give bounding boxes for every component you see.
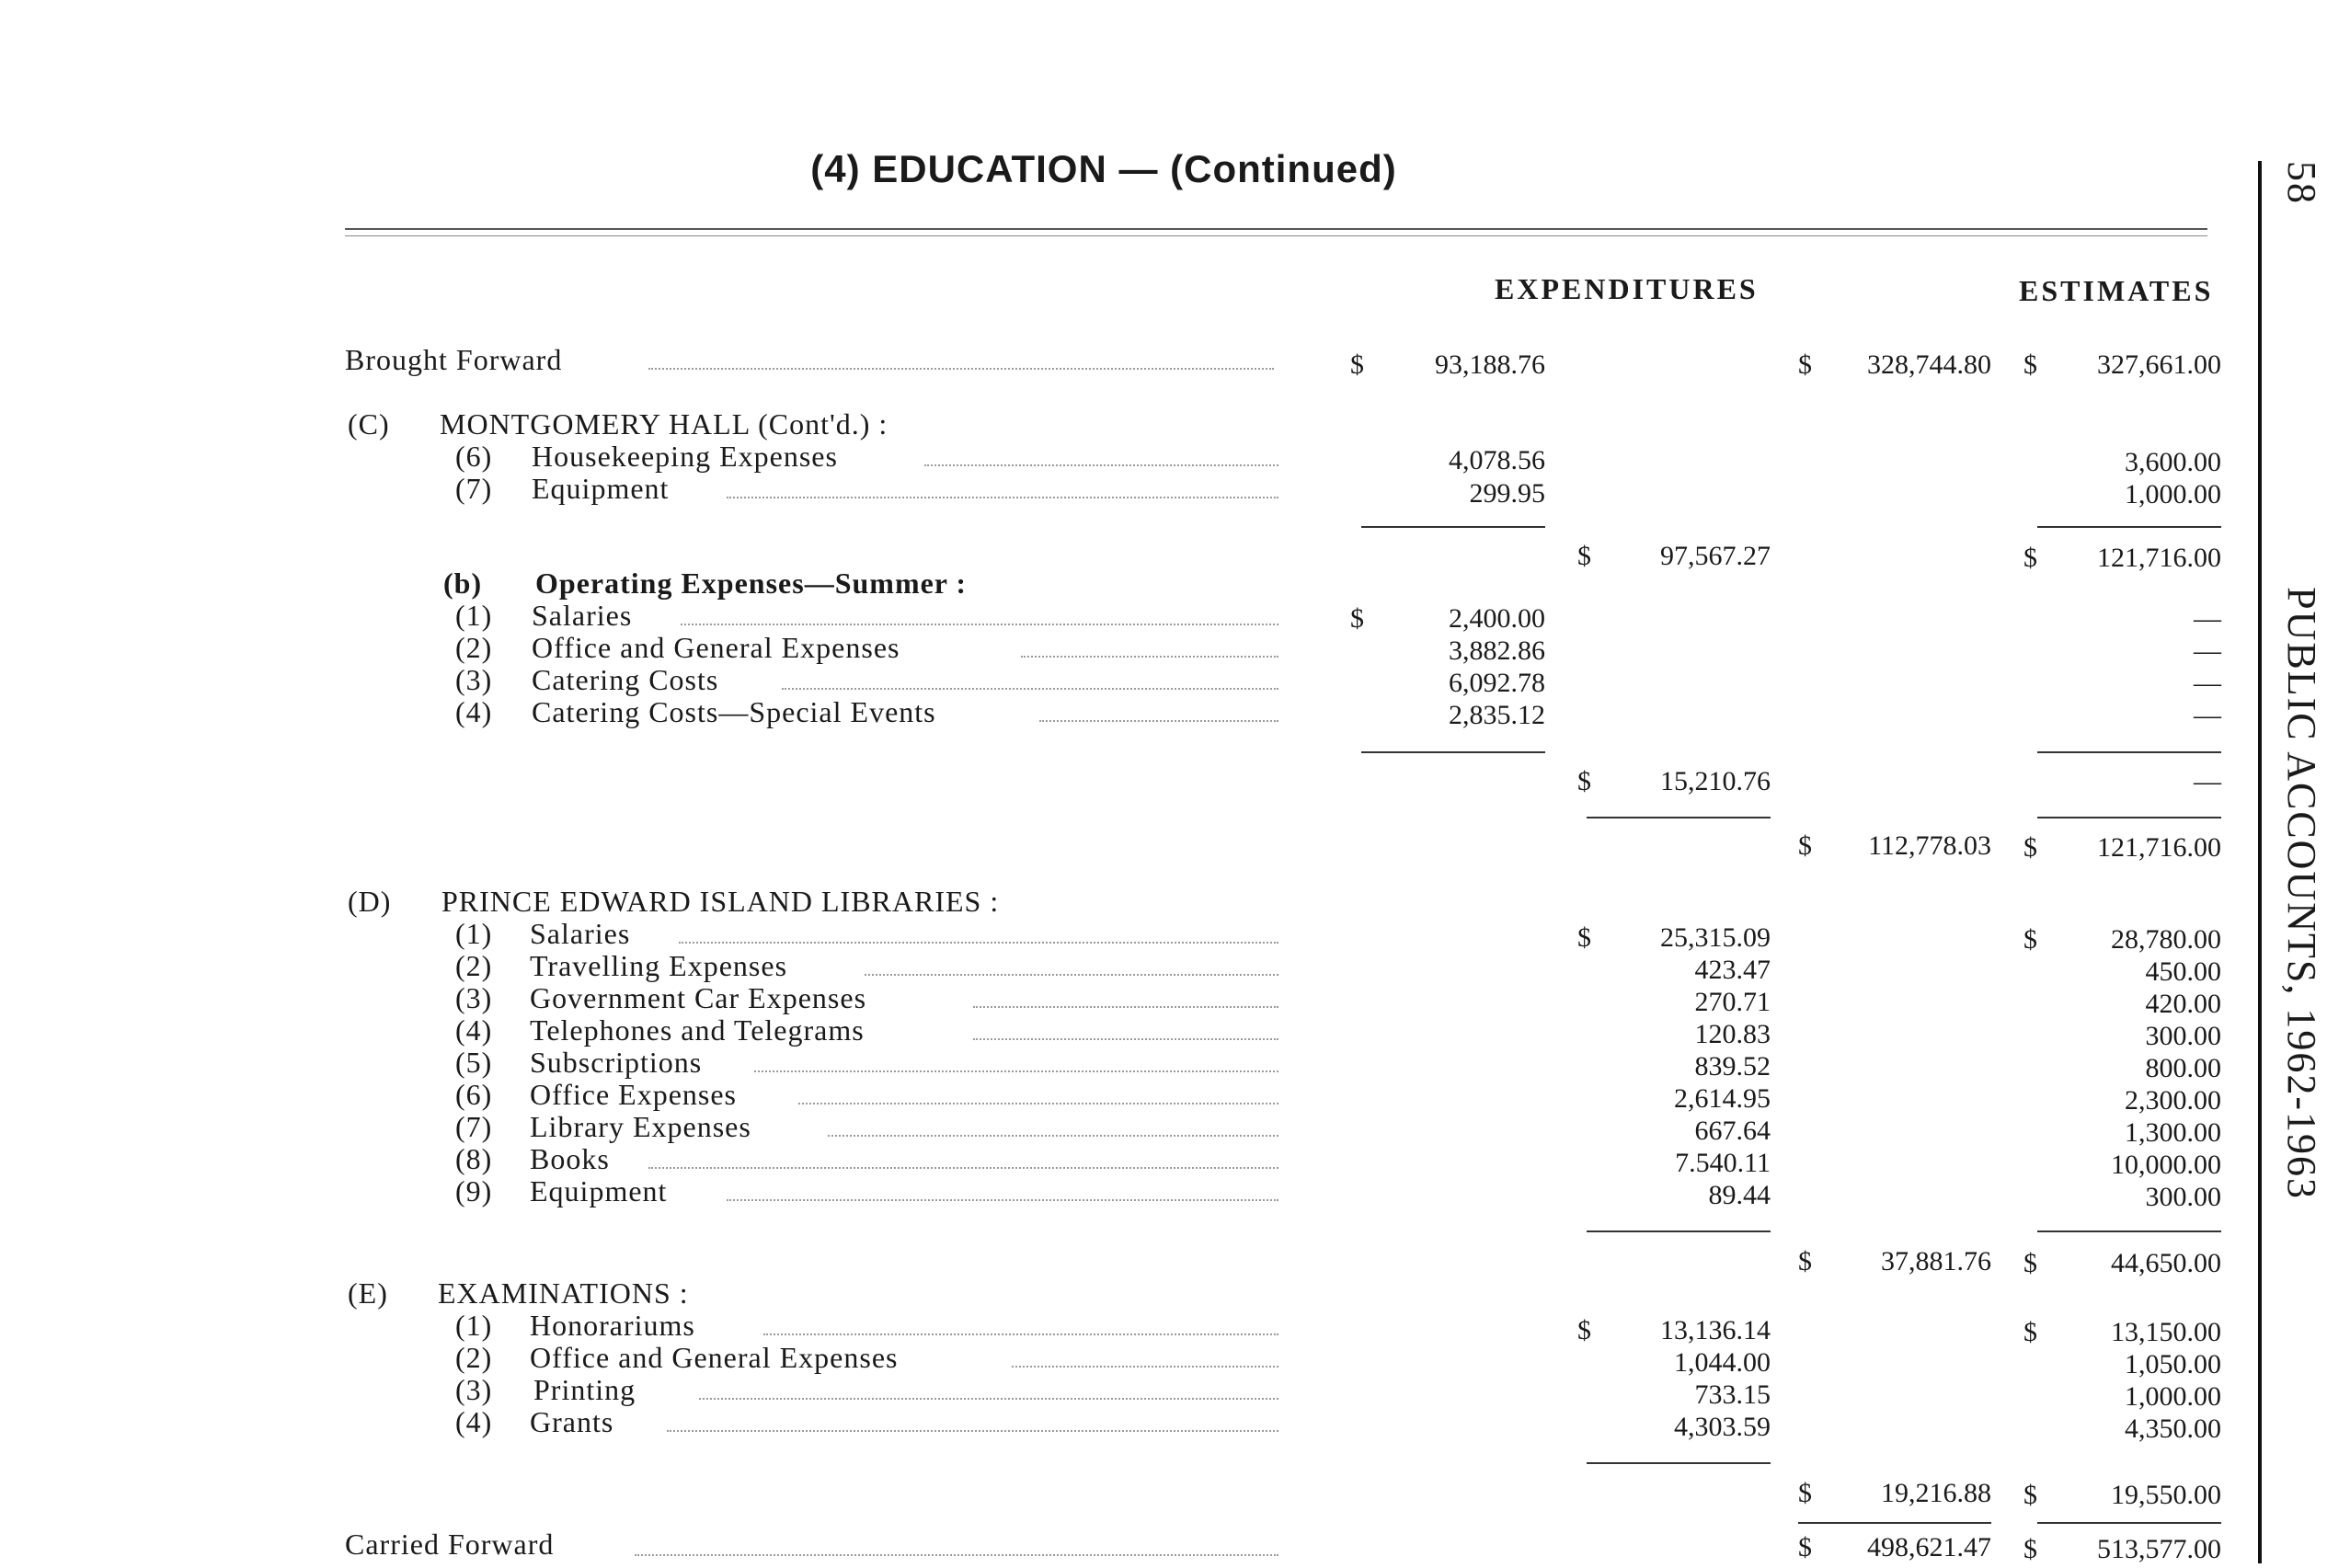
expenditure-value: 1,044.00: [1674, 1347, 1771, 1378]
item-label: Catering Costs: [532, 663, 719, 696]
dot-leader: [667, 1430, 1278, 1432]
currency-sign: $: [2023, 924, 2037, 955]
currency-sign: $: [1798, 830, 1812, 861]
estimate-value: 1,000.00: [2125, 1381, 2221, 1412]
subsection-title: Operating Expenses—Summer :: [535, 567, 968, 600]
item-number: (2): [455, 1341, 493, 1374]
currency-sign: $: [1798, 349, 1812, 380]
estimate-value: 1,300.00: [2125, 1117, 2221, 1148]
currency-sign: $: [2023, 1480, 2037, 1510]
expenditure-value: 423.47: [1694, 955, 1771, 985]
dot-leader: [699, 1398, 1278, 1400]
item-label: Equipment: [530, 1174, 668, 1207]
expenditure-value: 839.52: [1694, 1051, 1771, 1082]
estimate-value: 28,780.00: [2111, 924, 2221, 955]
currency-sign: $: [1350, 603, 1364, 634]
expenditure-value: 733.15: [1694, 1379, 1771, 1410]
section-title: MONTGOMERY HALL (Cont'd.) :: [440, 407, 888, 441]
item-number: (1): [455, 1309, 493, 1342]
item-number: (6): [455, 440, 493, 473]
subtotal-rule: [1361, 751, 1545, 753]
dot-leader: [1021, 656, 1278, 658]
dot-leader: [1012, 1366, 1278, 1368]
item-label: Library Expenses: [530, 1110, 751, 1143]
item-label: Government Car Expenses: [530, 981, 867, 1014]
item-number: (5): [455, 1046, 493, 1079]
item-number: (3): [455, 663, 493, 696]
item-label: Subscriptions: [530, 1046, 703, 1079]
section-title: PRINCE EDWARD ISLAND LIBRARIES :: [441, 885, 1000, 918]
expenditure-value: 25,315.09: [1660, 922, 1771, 953]
currency-sign: $: [2023, 1534, 2037, 1564]
item-number: (1): [455, 917, 493, 950]
item-label: Catering Costs—Special Events: [532, 695, 936, 728]
item-label: Office and General Expenses: [530, 1341, 899, 1374]
dot-leader: [973, 1006, 1278, 1008]
item-number: (8): [455, 1142, 493, 1175]
dot-leader: [727, 497, 1278, 498]
item-label: Salaries: [530, 917, 631, 950]
header-rule: [345, 228, 2207, 236]
estimate-value: 300.00: [2145, 1021, 2221, 1051]
column-header-estimates: ESTIMATES: [2019, 274, 2214, 307]
estimate-value: 1,000.00: [2125, 479, 2221, 509]
running-title: PUBLIC ACCOUNTS, 1962-1963: [2279, 587, 2324, 1200]
carried-forward-estimate: 513,577.00: [2097, 1534, 2221, 1564]
section-letter: (C): [348, 407, 390, 441]
item-label: Telephones and Telegrams: [530, 1013, 865, 1047]
expenditure-value: 667.64: [1694, 1116, 1771, 1146]
expenditure-value: 2,835.12: [1449, 700, 1545, 730]
section-title: EXAMINATIONS :: [438, 1276, 689, 1310]
dot-leader: [679, 942, 1278, 944]
brought-forward-label: Brought Forward: [345, 343, 563, 376]
item-number: (4): [455, 1013, 493, 1047]
currency-sign: $: [1798, 1478, 1812, 1508]
item-label: Office and General Expenses: [532, 631, 900, 664]
item-label: Travelling Expenses: [530, 949, 788, 982]
column-header-expenditures: EXPENDITURES: [1495, 272, 1759, 305]
estimate-total: 44,650.00: [2111, 1248, 2221, 1278]
dot-leader: [1039, 720, 1278, 722]
expenditure-value: 299.95: [1469, 478, 1545, 509]
item-label: Equipment: [532, 472, 670, 505]
subtotal-rule: [2037, 751, 2221, 753]
page-title: (4) EDUCATION — (Continued): [810, 147, 1397, 190]
expenditure-total: 328,744.80: [1867, 349, 1991, 380]
estimate-value: 2,300.00: [2125, 1085, 2221, 1116]
expenditure-value: 6,092.78: [1449, 668, 1545, 698]
expenditure-value: 4,078.56: [1449, 445, 1545, 475]
subtotal-rule: [1361, 526, 1545, 528]
estimate-value: 10,000.00: [2111, 1150, 2221, 1180]
estimate-dash: —: [2194, 603, 2221, 634]
currency-sign: $: [1798, 1532, 1812, 1562]
expenditure-value: 270.71: [1694, 987, 1771, 1017]
subtotal-rule: [1587, 1462, 1771, 1464]
item-number: (3): [455, 981, 493, 1014]
item-number: (3): [455, 1373, 493, 1406]
currency-sign: $: [2023, 1317, 2037, 1347]
carried-forward-expenditure: 498,621.47: [1867, 1532, 1991, 1562]
currency-sign: $: [1577, 541, 1591, 571]
expenditure-value: 3,882.86: [1449, 635, 1545, 666]
estimate-value: 420.00: [2145, 989, 2221, 1019]
section-total: 19,216.88: [1881, 1478, 1991, 1508]
subtotal-rule: [1587, 817, 1771, 818]
total-rule: [2037, 1522, 2221, 1524]
estimate-value: 450.00: [2145, 956, 2221, 987]
item-label: Office Expenses: [530, 1078, 737, 1111]
item-number: (4): [455, 695, 493, 728]
subsection-letter: (b): [443, 567, 483, 600]
estimate-dash: —: [2194, 700, 2221, 730]
dot-leader: [754, 1070, 1278, 1072]
currency-sign: $: [2023, 832, 2037, 863]
dot-leader: [727, 1199, 1278, 1201]
expenditure-value: 13,136.14: [1660, 1315, 1771, 1345]
running-header: [2278, 161, 2325, 1200]
estimate-value: 4,350.00: [2125, 1413, 2221, 1444]
expenditure-value: 120.83: [1694, 1019, 1771, 1049]
dot-leader: [782, 688, 1278, 690]
item-label: Salaries: [532, 599, 633, 632]
dot-leader: [763, 1333, 1278, 1335]
estimate-dash: —: [2194, 635, 2221, 666]
item-number: (7): [455, 472, 493, 505]
currency-sign: $: [2023, 349, 2037, 380]
currency-sign: $: [1350, 349, 1364, 380]
dot-leader: [798, 1103, 1278, 1104]
subtotal-rule: [1587, 1230, 1771, 1232]
subtotal-value: 15,210.76: [1660, 766, 1771, 796]
dot-leader: [973, 1038, 1278, 1040]
item-number: (2): [455, 949, 493, 982]
estimate-dash: —: [2194, 668, 2221, 698]
subtotal-rule: [2037, 1230, 2221, 1232]
subtotal-rule: [2037, 526, 2221, 528]
total-rule: [1798, 1522, 1991, 1524]
item-label: Books: [530, 1142, 610, 1175]
page-number: 58: [2279, 161, 2324, 205]
dot-leader: [648, 1167, 1278, 1169]
expenditure-value: 2,614.95: [1674, 1083, 1771, 1114]
item-label: Housekeeping Expenses: [532, 440, 838, 473]
currency-sign: $: [1798, 1246, 1812, 1276]
item-number: (7): [455, 1110, 493, 1143]
item-number: (1): [455, 599, 493, 632]
dot-leader: [648, 368, 1274, 370]
section-total: 112,778.03: [1868, 830, 1991, 861]
estimate-total: 121,716.00: [2097, 832, 2221, 863]
item-label: Honorariums: [530, 1309, 695, 1342]
dot-leader: [635, 1554, 1278, 1556]
estimate-value: 800.00: [2145, 1053, 2221, 1083]
expenditure-value: 89.44: [1708, 1180, 1771, 1210]
currency-sign: $: [2023, 543, 2037, 573]
margin-rule: [2258, 161, 2262, 1563]
estimate-total: 19,550.00: [2111, 1480, 2221, 1510]
currency-sign: $: [1577, 1315, 1591, 1345]
currency-sign: $: [1577, 922, 1591, 953]
expenditure-value: 4,303.59: [1674, 1412, 1771, 1442]
item-label: Grants: [530, 1405, 614, 1438]
item-number: (6): [455, 1078, 493, 1111]
expenditure-value: 93,188.76: [1435, 349, 1545, 380]
item-number: (9): [455, 1174, 493, 1207]
carried-forward-label: Carried Forward: [345, 1528, 555, 1561]
currency-sign: $: [1577, 766, 1591, 796]
currency-sign: $: [2023, 1248, 2037, 1278]
item-number: (4): [455, 1405, 493, 1438]
estimate-subtotal: 121,716.00: [2097, 543, 2221, 573]
estimate-value: 1,050.00: [2125, 1349, 2221, 1379]
item-label: Printing: [533, 1373, 636, 1406]
estimate-value: 327,661.00: [2097, 349, 2221, 380]
estimate-value: 13,150.00: [2111, 1317, 2221, 1347]
expenditure-value: 2,400.00: [1449, 603, 1545, 634]
section-letter: (D): [348, 885, 392, 918]
dot-leader: [828, 1135, 1278, 1137]
section-total: 37,881.76: [1881, 1246, 1991, 1276]
dot-leader: [865, 974, 1278, 976]
section-letter: (E): [348, 1276, 388, 1310]
dot-leader: [924, 464, 1278, 466]
item-number: (2): [455, 631, 493, 664]
estimate-value: 3,600.00: [2125, 447, 2221, 477]
subtotal-value: 97,567.27: [1660, 541, 1771, 571]
estimate-dash: —: [2194, 766, 2221, 796]
subtotal-rule: [2037, 817, 2221, 818]
expenditure-value: 7.540.11: [1675, 1148, 1771, 1178]
estimate-value: 300.00: [2145, 1182, 2221, 1212]
dot-leader: [681, 624, 1278, 625]
